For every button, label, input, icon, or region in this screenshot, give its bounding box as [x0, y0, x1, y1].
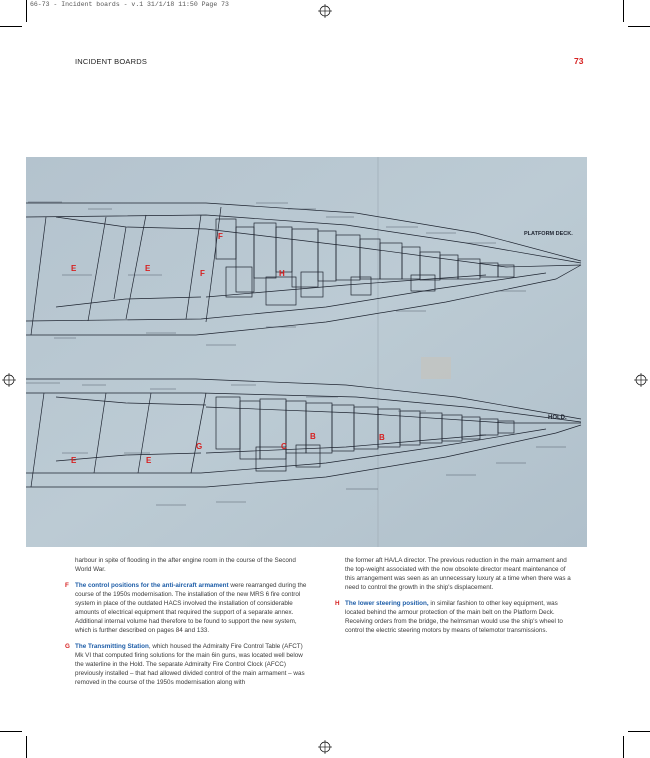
- marker-e: E: [146, 456, 152, 465]
- marker-b: B: [310, 432, 316, 441]
- page-number: 73: [574, 56, 584, 66]
- crop-mark: [623, 736, 624, 758]
- marker-f: F: [218, 232, 223, 241]
- platform-deck-label: PLATFORM DECK.: [524, 231, 573, 237]
- marker-g: G: [196, 442, 203, 451]
- marker-e: E: [71, 264, 77, 273]
- registration-mark-icon: [634, 373, 648, 387]
- text-column-right: [335, 556, 577, 642]
- crop-mark: [623, 0, 624, 22]
- marker-f: F: [200, 269, 205, 278]
- marker-e: E: [145, 264, 151, 273]
- crop-mark: [628, 26, 650, 27]
- crop-mark: [26, 736, 27, 758]
- ship-blueprint-drawing: [26, 157, 587, 547]
- crop-mark: [26, 0, 27, 22]
- lead-f: The control positions for the anti-aircraft armament: [75, 582, 229, 589]
- marker-h: H: [279, 269, 285, 278]
- crop-mark: [628, 731, 650, 732]
- hold-label: HOLD.: [548, 415, 567, 421]
- registration-mark-icon: [318, 740, 332, 754]
- running-head: INCIDENT BOARDS: [75, 57, 148, 66]
- key-letter-f: F: [65, 582, 69, 589]
- continuation-paragraph: the former aft HA/LA director. The previous reduction in the main armament and the top-weight associated with the now obsolete director meant maintenance of this arrangement was seen as an unnecessary luxury at a time when there was a need to control the growth in the ship's displacement.: [345, 557, 571, 591]
- body-f: were rearranged during the course of the 1950s modernisation. The installation of the new MRS 6 fire control system in place of the outdated HACS involved the installation of considerable amounts of electrical equipment that required the support of a separate annex. Additional internal volume had therefore to be found to support the new system, which is further described on pages 84 and 133.: [75, 582, 307, 634]
- blueprint-plate: [26, 157, 587, 547]
- lead-h: The lower steering position,: [345, 600, 429, 607]
- body-h: in similar fashion to other key equipment, was located behind the armour protection of the main belt on the Platform Deck. Receiving orders from the bridge, the helmsman would use the ship's wheel to control the electric steering motors by means of telemotor transmissions.: [345, 600, 563, 634]
- intro-paragraph: harbour in spite of flooding in the after engine room in the course of the Second World War.: [75, 557, 296, 573]
- crop-mark: [0, 26, 22, 27]
- item-g-paragraph: [65, 642, 307, 687]
- key-letter-h: H: [335, 600, 340, 607]
- marker-c: C: [281, 442, 287, 451]
- lead-g: The Transmitting Station: [75, 643, 149, 650]
- item-h-paragraph: [335, 599, 577, 635]
- text-column-left: [65, 556, 307, 694]
- crop-mark: [0, 731, 22, 732]
- marker-b: B: [379, 433, 385, 442]
- registration-mark-icon: [318, 4, 332, 18]
- registration-mark-icon: [2, 373, 16, 387]
- body-g: , which housed the Admiralty Fire Control Table (AFCT) Mk VI that computed firing solutions for the main 6in guns, was located well below the waterline in the Hold. The separate Admiralty Fire Control Clock (AFCC) previously installed – that had allowed divided control of the main armament – was removed in the course of the 1950s modernisation along with: [75, 643, 305, 686]
- item-f-paragraph: [65, 581, 307, 635]
- marker-e: E: [71, 456, 77, 465]
- key-letter-g: G: [65, 643, 70, 650]
- printer-slug: 66-73 - Incident boards - v.1 31/1/18 11:50 Page 73: [30, 1, 229, 8]
